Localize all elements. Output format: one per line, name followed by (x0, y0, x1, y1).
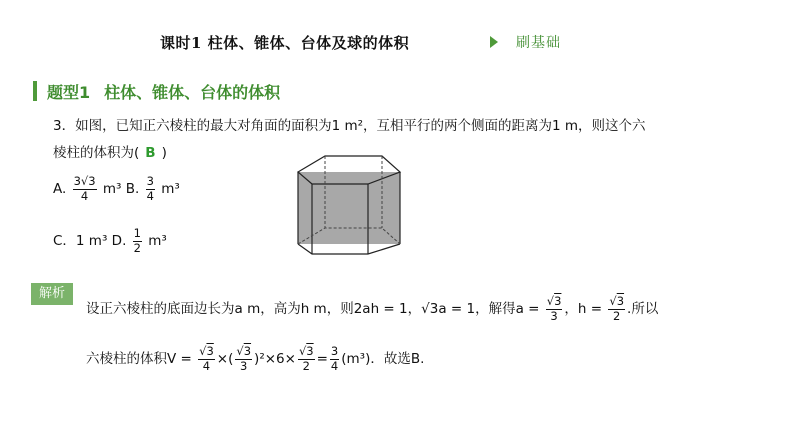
option-a-label: A. (53, 181, 67, 197)
answer-choice: B (145, 145, 156, 161)
option-a-unit: m³ (102, 181, 122, 197)
volume-frac-3: $\frac{√3}{2}$ (298, 344, 314, 373)
options-row-cd (53, 228, 167, 254)
solution-line-1: 设正六棱柱的底面边长为a m，高为h m，则2ah = 1，√3a = 1，解得a = $\frac{√3}{3}$ ，h = $\frac{√3}{2}$ .所以 (86, 294, 659, 323)
option-d-fraction: $\frac{1}{2}$ (133, 226, 141, 255)
question-line-2: 棱柱的体积为( B ) (53, 145, 167, 161)
volume-frac-2: $\frac{√3}{3}$ (236, 344, 252, 373)
sqrt-icon: √ (421, 301, 430, 317)
hexagonal-prism-figure (290, 148, 410, 264)
lesson-badge: 刷基础 (516, 35, 561, 51)
volume-result: $\frac{3}{4}$ (330, 344, 339, 373)
option-d-label: D. (111, 233, 127, 249)
option-c: C．1 m³ (53, 233, 108, 249)
option-b-label: B. (125, 181, 140, 197)
topic-accent-bar (33, 81, 37, 101)
options-row-ab (53, 176, 180, 202)
solution-line-2: 六棱柱的体积V = $\frac{√3}{4}$ ×( $\frac{√3}{3}$ )²×6× $\frac{√3}{2}$ = $\frac{3}{4}$ (m³)．故选B. (86, 344, 425, 373)
question-line-1: 3．如图，已知正六棱柱的最大对角面的面积为1 m²，互相平行的两个侧面的距离为1 m，则这个六 (53, 118, 646, 134)
option-b-fraction: $\frac{3}{4}$ (146, 174, 154, 203)
diagonal-section (298, 172, 400, 244)
solution-frac-a: $\frac{√3}{3}$ (546, 294, 562, 323)
lesson-title: 课时1 柱体、锥体、台体及球的体积 (160, 34, 410, 52)
topic-title: 柱体、锥体、台体的体积 (104, 83, 281, 102)
solution-badge: 解析 (31, 283, 73, 305)
option-a-fraction: $\frac{3√3}{4}$ (73, 174, 96, 203)
topic-number: 题型1 (47, 83, 91, 102)
option-d-unit: m³ (148, 233, 167, 249)
option-b-unit: m³ (161, 181, 180, 197)
bottom-visible-edges (298, 244, 400, 254)
volume-frac-1: $\frac{√3}{4}$ (199, 344, 214, 373)
lesson-header (0, 30, 794, 56)
solution-frac-h: $\frac{√3}{2}$ (609, 294, 625, 323)
play-arrow-icon (490, 36, 498, 48)
